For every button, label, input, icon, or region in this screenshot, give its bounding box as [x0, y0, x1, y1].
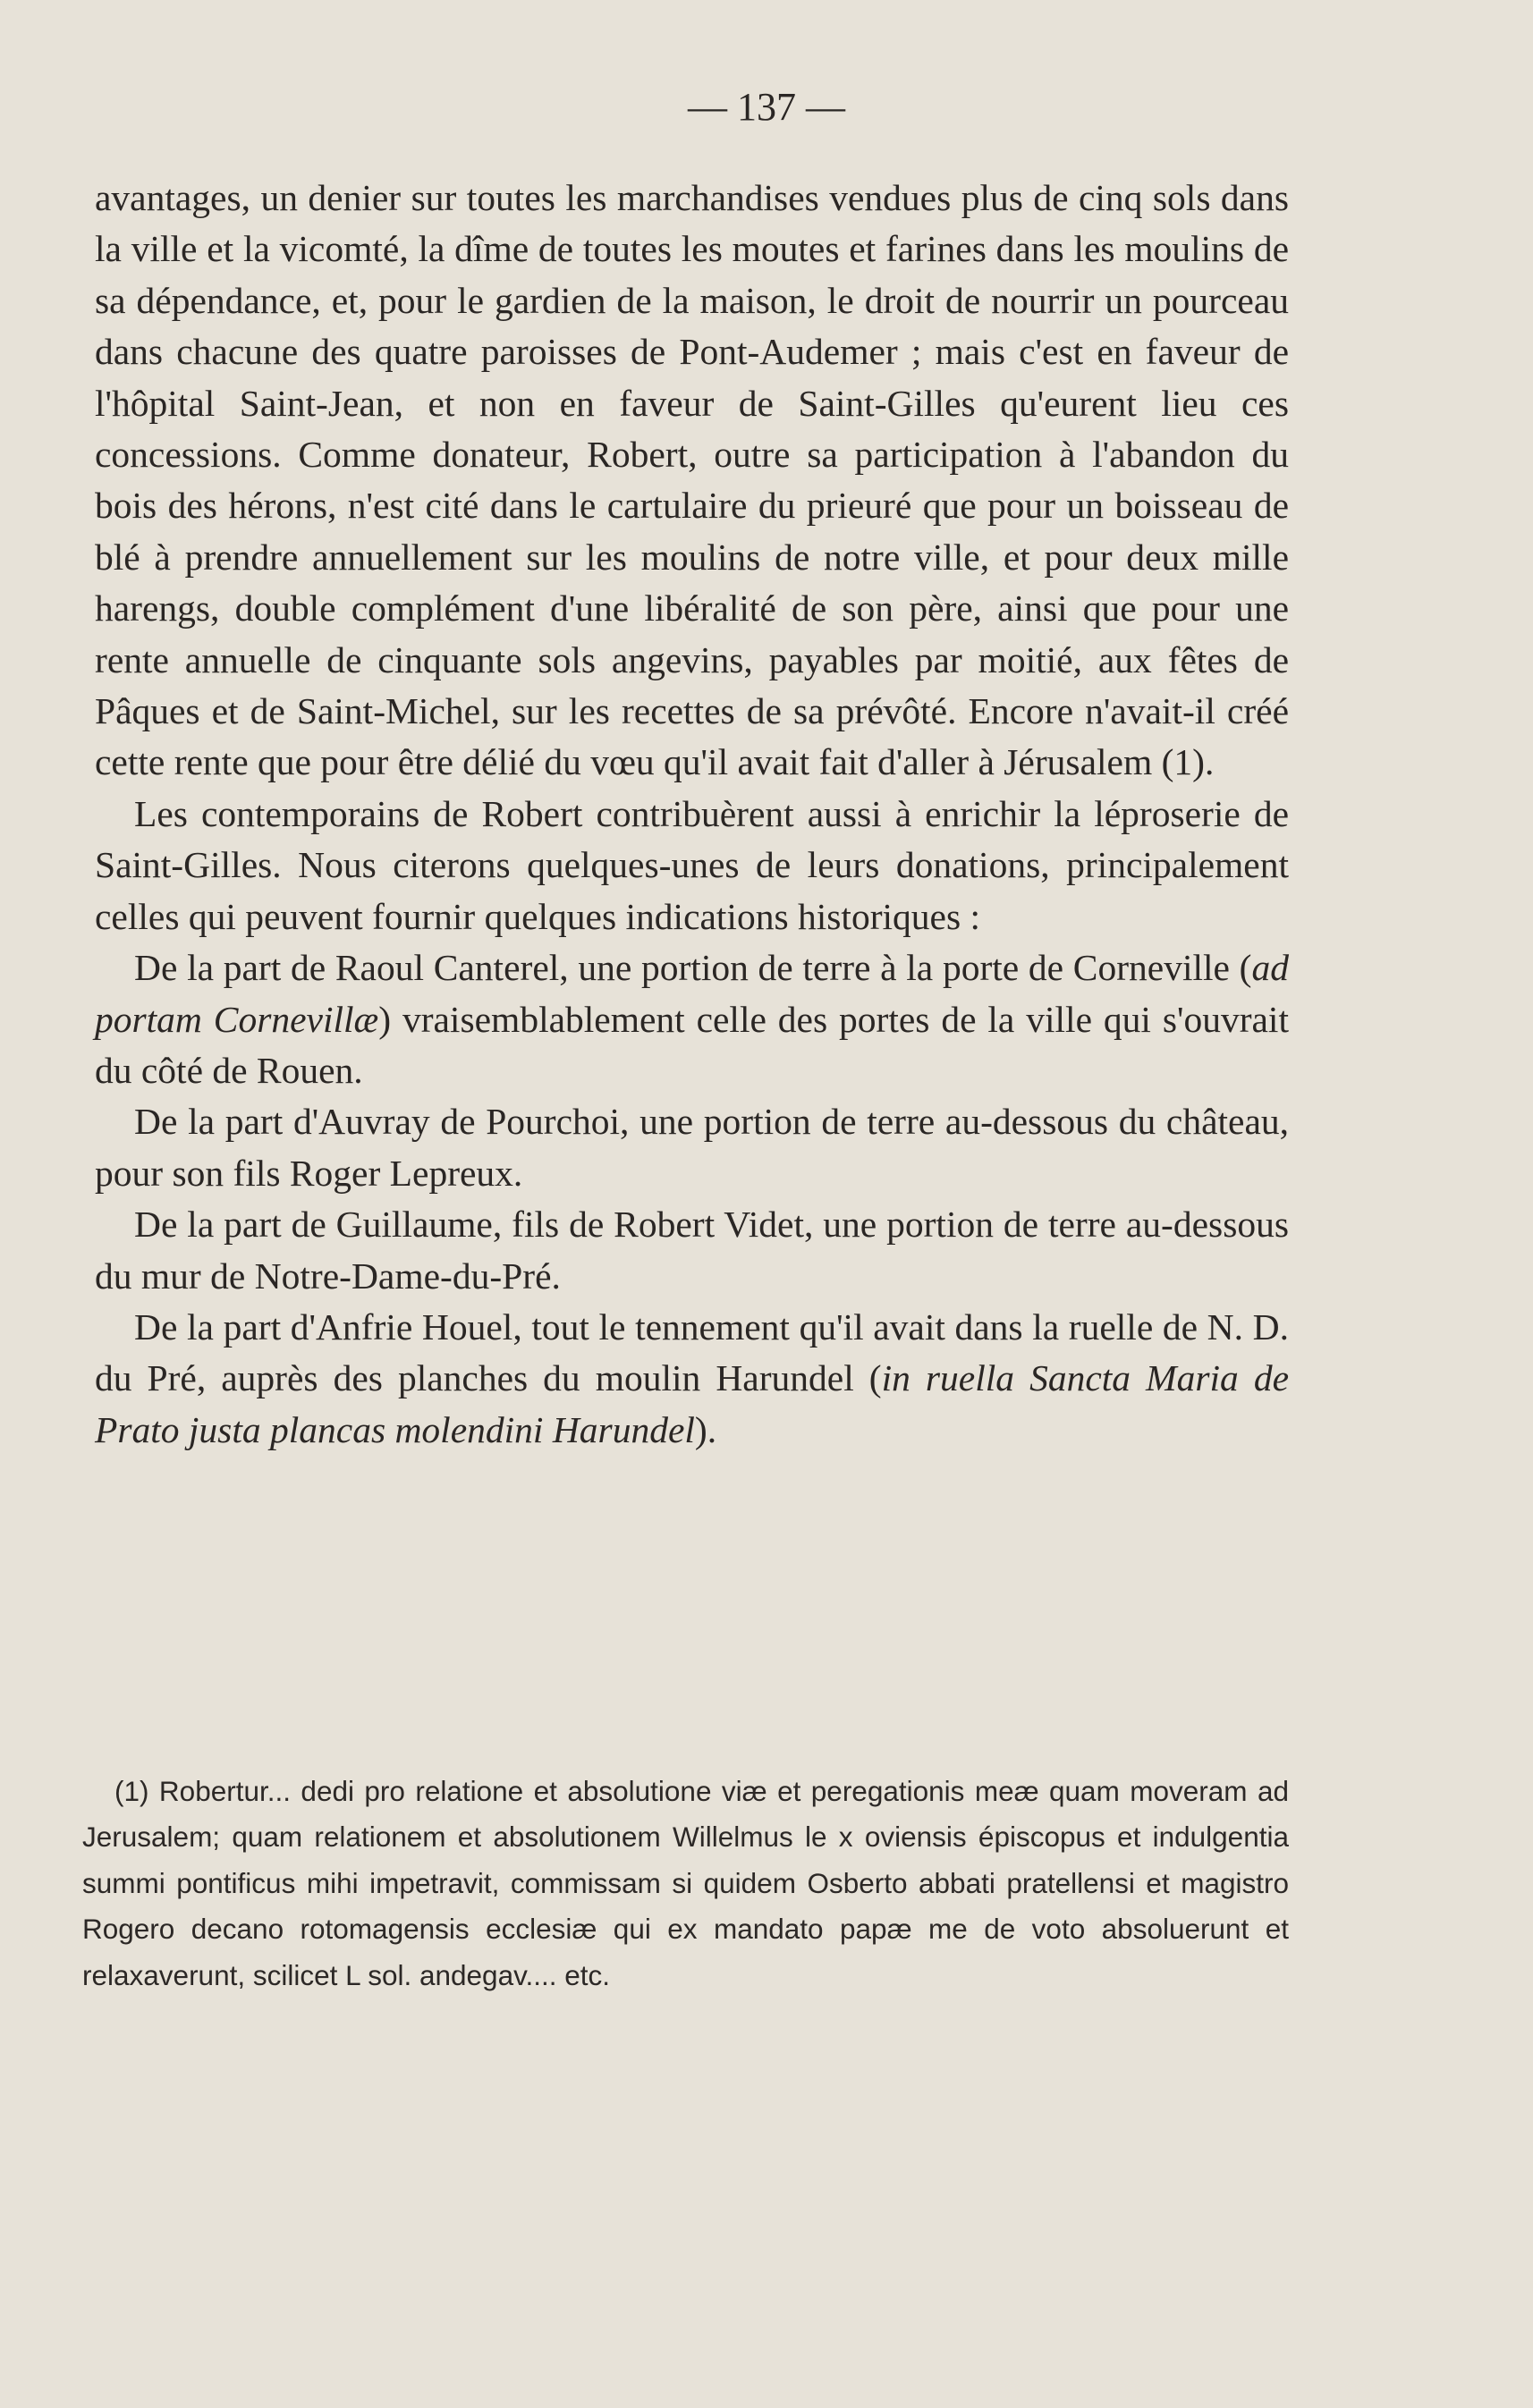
paragraph-6-text-a: De la part d'Anfrie Houel, tout le tennement qu'il avait dans la ruelle de N. D. du Pré, auprès des planches du moulin Harundel (: [95, 1305, 1289, 1399]
paragraph-6-text-b: ).: [694, 1408, 717, 1450]
paragraph-4: De la part d'Auvray de Pourchoi, une portion de terre au-dessous du château, pour son fils Roger Lepreux.: [95, 1101, 1289, 1194]
paragraph-5: De la part de Guillaume, fils de Robert Videt, une portion de terre au-dessous du mur de Notre-Dame-du-Pré.: [95, 1204, 1289, 1297]
paragraph-1: avantages, un denier sur toutes les marchandises vendues plus de cinq sols dans la ville et la vicomté, la dîme de toutes les moutes et farines dans les moulins de sa dépendance, et, pour le gardien de la maison, le droit de nourrir un pourceau dans chacune des quatre paroisses de Pont-Audemer ; mais c'est en faveur de l'hôpital Saint-Jean, et non en faveur de Saint-Gilles qu'eurent lieu ces concessions. Comme donateur, Robert, outre sa participation à l'abandon du bois des hérons, n'est cité dans le cartulaire du prieuré que pour un boisseau de blé à prendre annuellement sur les moulins de notre ville, et pour deux mille harengs, double complément d'une libéralité de son père, ainsi que pour une rente annuelle de cinquante sols angevins, payables par moitié, aux fêtes de Pâques et de Saint-Michel, sur les recettes de sa prévôté. Encore n'avait-il créé cette rente que pour être délié du vœu qu'il avait fait d'aller à Jérusalem (1).: [95, 177, 1289, 783]
paragraph-3-text-a: De la part de Raoul Canterel, une portion de terre à la porte de Corneville (: [134, 947, 1252, 989]
paragraph-6: [95, 1302, 1289, 1456]
body-text: [95, 173, 1289, 1456]
paragraph-3-text-b: ) vraisemblablement celle des portes de la ville qui s'ouvrait du côté de Rouen.: [95, 998, 1289, 1091]
footnote-text: (1) Robertur... dedi pro relatione et absolutione viæ et peregationis meæ quam moveram ad Jerusalem; quam relationem et absolutionem Willelmus le x oviensis épiscopus et indulgentia summi pontificus mihi impetravit, commissam si quidem Osberto abbati pratellensi et magistro Rogero decano rotomagensis ecclesiæ qui ex mandato papæ me de voto absoluerunt et relaxaverunt, scilicet L sol. andegav.... etc.: [82, 1775, 1289, 1991]
paragraph-3: [95, 942, 1289, 1096]
page-number: — 137 —: [688, 85, 845, 129]
paragraph-2: Les contemporains de Robert contribuèrent aussi à enrichir la léproserie de Saint-Gilles. Nous citerons quelques-unes de leurs donations, principalement celles qui peuvent fournir quelques indications historiques :: [95, 792, 1289, 937]
paragraph-3-latin-quote: ad portam Cornevillæ: [95, 947, 1289, 1040]
footnote: [82, 1769, 1289, 1998]
paragraph-6-latin-quote: in ruella Sancta Maria de Prato justa plancas molendini Harundel: [95, 1357, 1289, 1450]
